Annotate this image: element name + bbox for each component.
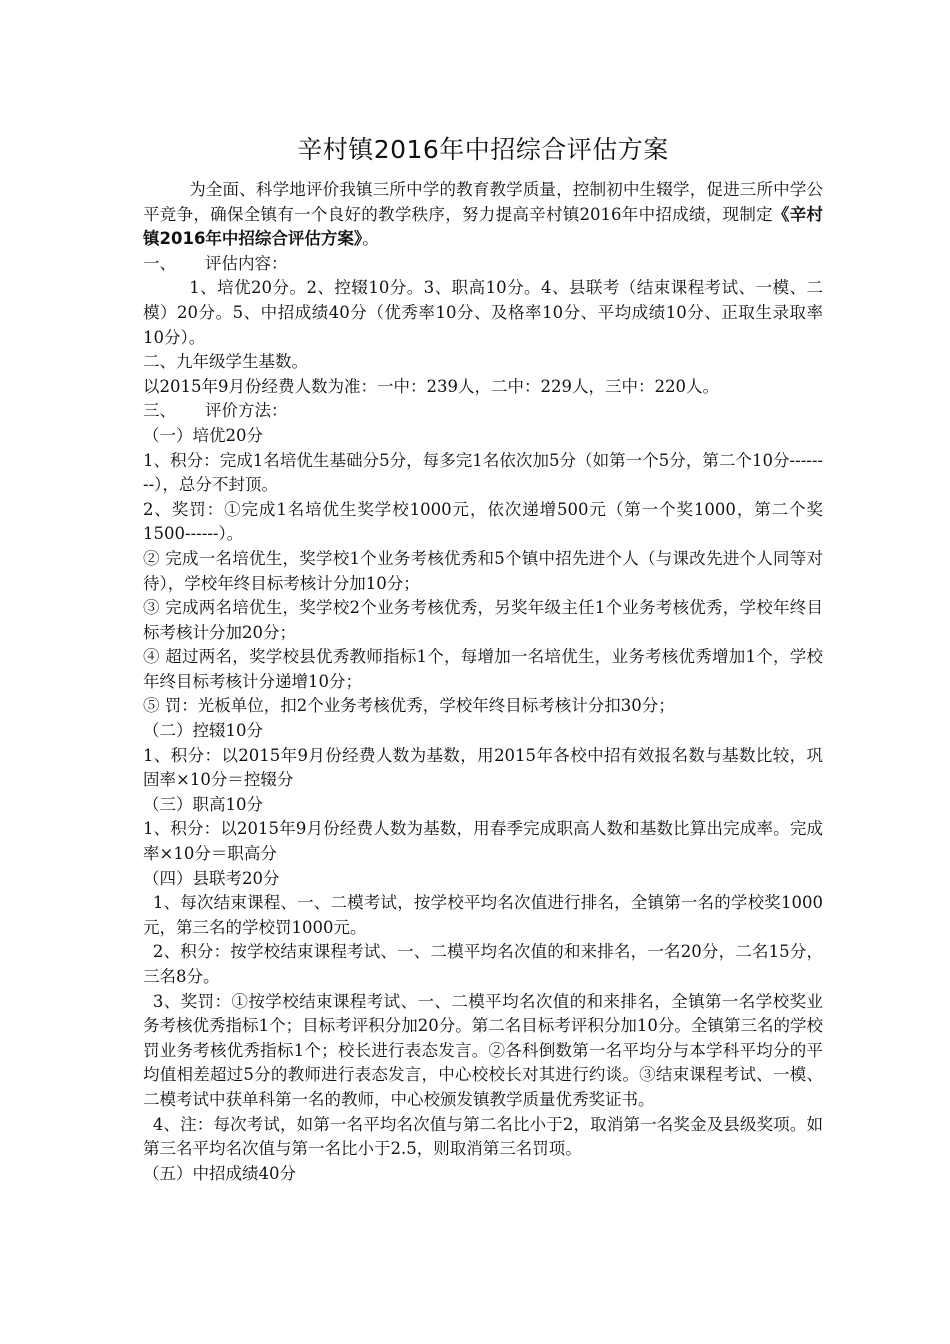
intro-text: 为全面、科学地评价我镇三所中学的教育教学质量，控制初中生辍学，促进三所中学公平竞争，确保全镇有一个良好的教学秩序，努力提高辛村镇2016年中招成绩，现制定 [143,180,823,224]
intro-bold-title: 《辛村镇2016年中招综合评估方案》 [143,204,824,249]
section-1-title: 评估内容： [205,253,288,273]
part-1-item-2: ② 完成一名培优生，奖学校1个业务考核优秀和5个镇中招先进个人（与课改先进个人同等对待），学校年终目标考核计分加10分； [143,548,823,593]
part-3-heading: （三）职高10分 [143,794,263,814]
part-4-heading: （四）县联考20分 [143,868,280,888]
section-1-content: 1、培优20分。2、控辍10分。3、职高10分。4、县联考（结束课程考试、一模、二模）20分。5、中招成绩40分（优秀率10分、及格率10分、平均成绩10分、正取生录取率10分）。 [143,278,823,347]
part-4-paragraph-1: 1、每次结束课程、一、二模考试，按学校平均名次值进行排名，全镇第一名的学校奖1000元，第三名的学校罚1000元。 [143,893,823,937]
part-1-score: 1、积分：完成1名培优生基础分5分，每多完1名依次加5分（如第一个5分，第二个10分--------），总分不封顶。 [143,450,823,495]
part-4-paragraph-3: 3、奖罚：①按学校结束课程考试、一、二模平均名次值的和来排名，全镇第一名学校奖业务考核优秀指标1个；目标考评积分加20分。第二名目标考评积分加10分。全镇第三名的学校罚业务考核优秀指标1个；校长进行表态发言。②各科倒数第一名平均分与本学科平均分的平均值相差超过5分的教师进行表态发言，中心校校长对其进行约谈。③结束课程考试、一模、二模考试中获单科第一名的教师，中心校颁发镇教学质量优秀奖证书。 [143,991,823,1109]
part-4-paragraph-2: 2、积分：按学校结束课程考试、一、二模平均名次值的和来排名，一名20分，二名15分，三名8分。 [143,942,823,986]
section-3-title: 评价方法： [205,401,288,421]
section-3-number: 三、 [143,401,176,421]
part-2-heading: （二）控辍10分 [143,721,263,741]
document-page [143,130,823,1186]
intro-paragraph [143,178,823,252]
section-2-heading: 二、九年级学生基数。 [143,352,308,372]
part-1-item-4: ④ 超过两名，奖学校县优秀教师指标1个，每增加一名培优生，业务考核优秀增加1个，学校年终目标考核计分递增10分； [143,647,823,691]
part-2-score: 1、积分：以2015年9月份经费人数为基数，用2015年各校中招有效报名数与基数比较，巩固率×10分＝控辍分 [143,745,823,790]
part-4-paragraph-4: 4、注：每次考试，如第一名平均名次值与第二名比小于2，取消第一名奖金及县级奖项。如第三名平均名次值与第一名比小于2.5，则取消第三名罚项。 [143,1114,823,1159]
part-5-heading: （五）中招成绩40分 [143,1163,296,1183]
part-3-score: 1、积分：以2015年9月份经费人数为基数，用春季完成职高人数和基数比算出完成率。完成率×10分＝职高分 [143,819,823,864]
section-2-content: 以2015年9月份经费人数为准：一中：239人，二中：229人，三中：220人。 [143,376,719,396]
part-1-heading: （一）培优20分 [143,425,263,445]
section-1-number: 一、 [143,253,176,273]
section-3-heading [143,399,823,424]
part-1-item-3: ③ 完成两名培优生，奖学校2个业务考核优秀，另奖年级主任1个业务考核优秀，学校年终目标考核计分加20分； [143,598,823,642]
section-1-heading [143,252,823,277]
intro-tail: 。 [362,229,379,249]
document-title: 辛村镇2016年中招综合评估方案 [297,135,669,164]
part-1-item-5: ⑤ 罚：光板单位，扣2个业务考核优秀，学校年终目标考核计分扣30分； [143,696,675,716]
part-1-reward: 2、奖罚：①完成1名培优生奖学校1000元，依次递增500元（第一个奖1000，第二个奖1500------）。 [143,499,823,544]
